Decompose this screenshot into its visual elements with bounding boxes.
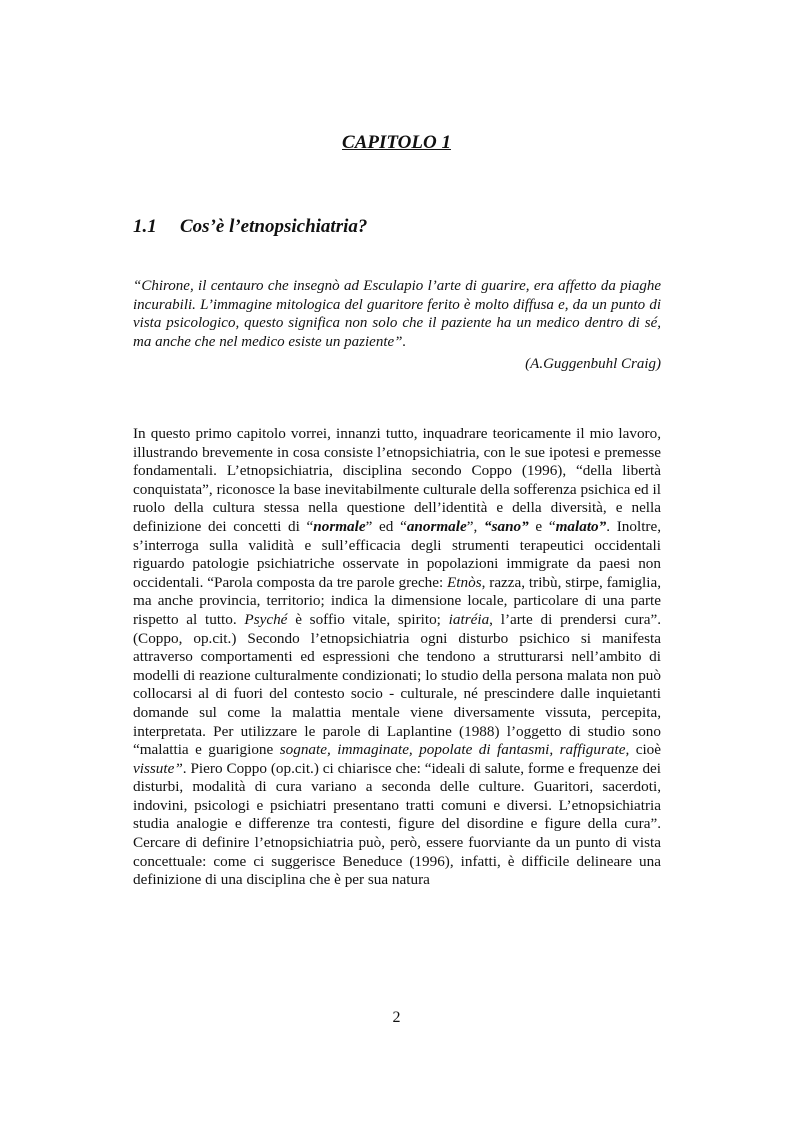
term-iatreia: iatréia [448, 610, 490, 628]
body-text: . Piero Coppo (op.cit.) ci chiarisce che: “ideali di salute, forme e frequenze dei disturbi, modalità di cura variano a seconda delle culture. Guaritori, sacerdoti, indovini, psicologi e psichiatri presentano tratti comuni e diversi. L’etnopsichiatria studia analogie e differenze tra contesti, figure del disordine e figure della cura”. Cercare di definire l’etnopsichiatria può, però, essere fuorviante da un punto di vista concettuale: come ci suggerisce Beneduce (1996), infatti, è difficile delineare una definizione di una disciplina che è per sua natura [133, 759, 661, 889]
body-text: ” ed “ [365, 517, 407, 535]
chapter-title: CAPITOLO 1 [342, 132, 451, 153]
term-malato: malato” [555, 517, 607, 535]
term-normale: normale [313, 517, 366, 535]
body-text: ”, [466, 517, 484, 535]
epigraph-quote: “Chirone, il centauro che insegnò ad Esculapio l’arte di guarire, era affetto da piaghe incurabili. L’immagine mitologica del guaritore ferito è molto diffusa e, da un punto di vista psicologico, questo significa non solo che il paziente ha un medico dentro di sé, ma anche che nel medico esiste un paziente”. [133, 278, 661, 350]
section-title: Cos’è l’etnopsichiatria? [180, 216, 368, 237]
term-anormale: anormale [406, 517, 467, 535]
quote-vissute: vissute” [133, 759, 183, 777]
section-heading [133, 216, 367, 238]
body-text: e “ [528, 517, 556, 535]
epigraph-author: (A.Guggenbuhl Craig) [525, 356, 661, 372]
body-text: , l’arte di prendersi cura”. (Coppo, op.cit.) Secondo l’etnopsichiatria ogni disturbo psichico si manifesta attraverso comportamenti ed espressioni che tendono a strutturarsi nell’ambito di modelli di reazione culturalmente condizionati; lo studio della persona malata non può collocarsi al di fuori del contesto socio - culturale, né prescindere dalle inquietanti domande sul come la malattia mentale viene diversamente vissuta, percepita, interpretata. Per utilizzare le parole di Laplantine (1988) l’oggetto di studio sono “malattia e guarigione [133, 610, 662, 759]
page-number: 2 [392, 1009, 401, 1026]
body-text: è soffio vitale, spirito; [287, 610, 449, 628]
term-psyche: Psyché [244, 610, 288, 628]
body-text: In questo primo capitolo vorrei, innanzi tutto, inquadrare teoricamente il mio lavoro, illustrando brevemente in cosa consiste l’etnopsichiatria, con le sue ipotesi e premesse fondamentali. L’etnopsichiatria, disciplina secondo Coppo (1996), “della libertà conquistata”, riconosce la base inevitabilmente culturale della sofferenza psichica ed il ruolo della cultura stessa nella questione dell’identità e della diversità, e nella definizione dei concetti di “ [133, 425, 661, 535]
term-sano: “sano” [483, 517, 529, 535]
section-number: 1.1 [133, 216, 157, 237]
term-etnos: Etnòs [447, 573, 482, 591]
body-paragraph [133, 425, 661, 890]
body-text: cioè [629, 741, 662, 759]
body-text: , razza, tribù, stirpe, famiglia, ma anche provincia, territorio; indica la dimensione locale, particolare di una parte rispetto al tutto. [133, 573, 662, 628]
body-text: . Inoltre, s’interroga sulla validità e sull’efficacia degli strumenti terapeutici occidentali riguardo patologie psichiatriche osservate in popolazioni immigrate da paesi non occidentali. “Parola composta da tre parole greche: [133, 517, 662, 591]
quote-sognate: sognate, immaginate, popolate di fantasmi, raffigurate, [279, 741, 630, 759]
